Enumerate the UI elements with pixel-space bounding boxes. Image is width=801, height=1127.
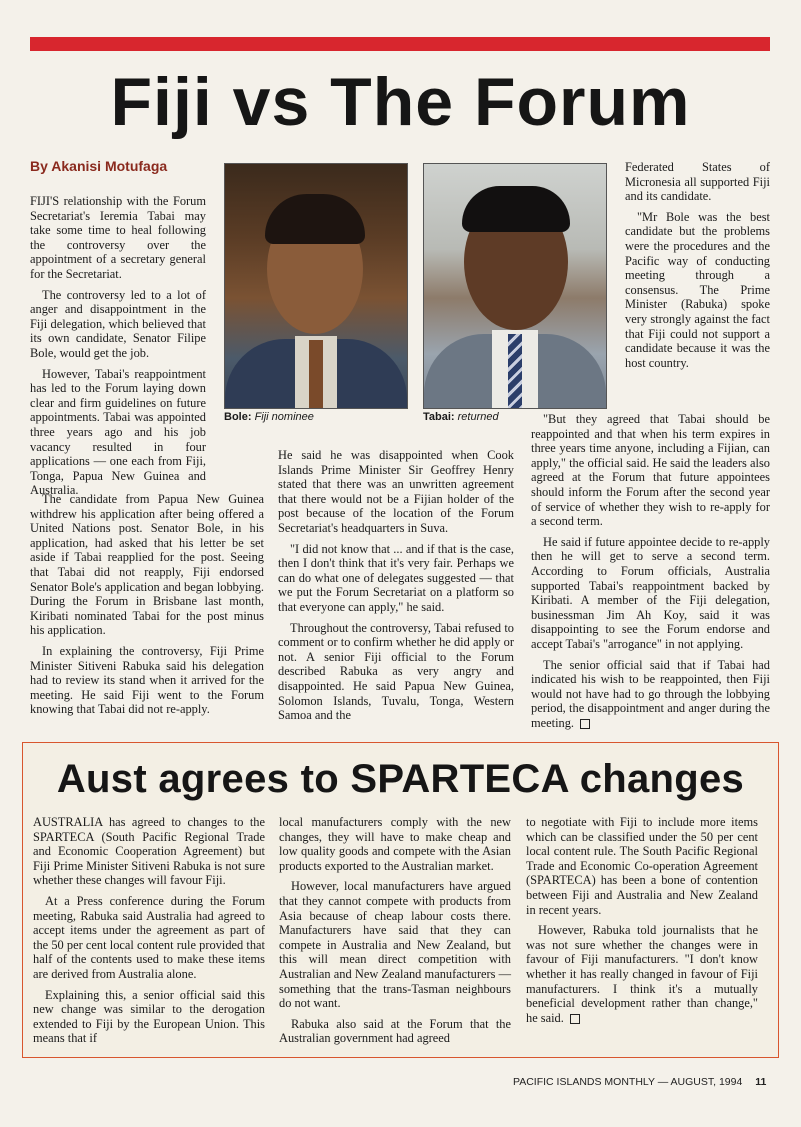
- caption-name: Bole:: [224, 411, 252, 423]
- end-mark-icon: [580, 719, 590, 729]
- article-column-1-lower: [30, 492, 264, 723]
- sidebar-column-2: [279, 815, 511, 1052]
- caption-desc: returned: [457, 411, 499, 423]
- caption-tabai: [423, 411, 499, 423]
- paragraph: "Mr Bole was the best candidate but the problems were the procedures and the Pacific way of conducting meeting through a consensus. The Prime Minister (Rabuka) spoke very strongly against the fact that Fiji could not support a candidate because it was the host country.: [625, 209, 770, 370]
- paragraph: AUSTRALIA has agreed to changes to the SPARTECA (South Pacific Regional Trade and Economic Cooperation Agreement) but Fiji Prime Minister Sitiveni Rabuka is not sure whether these changes will favour Fiji.: [33, 815, 265, 888]
- paragraph: Federated States of Micronesia all supported Fiji and its candidate.: [625, 160, 770, 204]
- top-accent-bar: [30, 37, 770, 51]
- paragraph: [531, 658, 770, 731]
- paragraph: Rabuka also said at the Forum that the Australian government had agreed: [279, 1016, 511, 1046]
- byline: By Akanisi Motufaga: [30, 158, 168, 174]
- sidebar-box: [22, 742, 779, 1058]
- paragraph: to negotiate with Fiji to include more items which can be classified under the 50 per cent local content rule. The South Pacific Regional Trade and Economic Co-operation Agreement (SPARTECA) has been a bone of contention between Fiji and Australia and New Zealand in recent years.: [526, 815, 758, 917]
- paragraph: "I did not know that ... and if that is the case, then I don't think that it's very fair. Perhaps we can do what one of delegates suggested — that we put the Forum Secretariat on a platform so that everyone can apply," he said.: [278, 541, 514, 614]
- paragraph: However, local manufacturers have argued that they cannot compete with products from Asia because of cheap labour costs there. Manufacturers have said that they can compete in Australia and New Zealand, but this will mean direct competition with Australian and New Zealand manufacturers — something that the trans-Tasman neighbours do not want.: [279, 879, 511, 1011]
- paragraph: Throughout the controversy, Tabai refused to comment or to confirm whether he did apply or not. A senior Fiji official to the Forum described Rabuka as very angry and disappointed. He said Papua New Guinea, Solomon Islands, Tuvalu, Tonga, Western Samoa and the: [278, 620, 514, 723]
- paragraph: He said if future appointee decide to re-apply then he will get to serve a second term. According to Forum officials, Australia supported Tabai's reappointment backed by Kiribati. A member of the Fiji delegation, businessman Jim Ah Koy, said it was disappointing to see the Forum endorse and accept Tabai's "arrogance" in not applying.: [531, 534, 770, 651]
- photo-bole: [224, 163, 408, 409]
- article-column-1: [30, 194, 206, 504]
- sidebar-column-3: [526, 815, 758, 1031]
- paragraph: In explaining the controversy, Fiji Prime Minister Sitiveni Rabuka said his delegation had to review its stand when it arrived for the meeting. He said Fiji went to the Forum knowing that Tabai did not re-apply.: [30, 643, 264, 717]
- publication-name: PACIFIC ISLANDS MONTHLY — AUGUST, 1994: [513, 1076, 743, 1088]
- sidebar-headline: Aust agrees to SPARTECA changes: [56, 757, 745, 801]
- page-footer: [513, 1076, 766, 1088]
- article-column-3: [625, 160, 770, 376]
- paragraph: "But they agreed that Tabai should be reappointed and that when his term expires in three years time anyone, including a Fijian, can apply," the official said. He said the leaders also agreed at the Forum that future appointees should inform the Forum after the second year of service of whether they wish to re-apply for a second term.: [531, 412, 770, 529]
- caption-desc: Fiji nominee: [254, 411, 314, 423]
- caption-name: Tabai:: [423, 411, 455, 423]
- paragraph: He said he was disappointed when Cook Islands Prime Minister Sir Geoffrey Henry stated that there was an unwritten agreement that there would not be a Fijian holder of the post because of the location of the Forum Secretariat's headquarters in Suva.: [278, 448, 514, 535]
- paragraph-text: The senior official said that if Tabai had indicated his wish to be reappointed, then Fiji would not have had to go through the lobbying period, the disappointment and anger during the meeting.: [531, 657, 770, 730]
- paragraph: local manufacturers comply with the new changes, they will have to make cheap and low quality goods and compete with the Asian products exported to the Australian market.: [279, 815, 511, 873]
- photo-tabai: [423, 163, 607, 409]
- paragraph: At a Press conference during the Forum meeting, Rabuka said Australia had agreed to accept items under the agreement as part of the 50 per cent local content rule provided that half of the contents used to make these items are derived from Australia alone.: [33, 893, 265, 981]
- paragraph: The controversy led to a lot of anger and disappointment in the Fiji delegation, which believed that its own candidate, Senator Filipe Bole, would get the job.: [30, 287, 206, 360]
- paragraph: However, Tabai's reappointment has led to the Forum laying down clear and firm guidelines on future appointments. Tabai was appointed three years ago and his job vacancy resulted in four applications — one each from Fiji, Tonga, Papua New Guinea and Australia.: [30, 366, 206, 498]
- caption-bole: [224, 411, 314, 423]
- sidebar-column-1: [33, 815, 265, 1052]
- article-column-2: [278, 448, 514, 729]
- paragraph: The candidate from Papua New Guinea withdrew his application after being offered a United Nations post. Senator Bole, in his application, had asked that his letter be set aside if Tabai reapplied for the post. Seeing that Tabai did not reapply, Fiji endorsed Senator Bole's application and began lobbying. During the Forum in Brisbane last month, Kiribati nominated Tabai for the post minus his application.: [30, 492, 264, 638]
- paragraph: FIJI'S relationship with the Forum Secretariat's Ieremia Tabai may take some time to heal following the controversy over the appointment of a secretary general for the Secretariat.: [30, 194, 206, 281]
- page-number: 11: [755, 1076, 767, 1088]
- paragraph: Explaining this, a senior official said this new change was similar to the derogation extended to Fiji by the European Union. This means that if: [33, 987, 265, 1046]
- paragraph: [526, 923, 758, 1025]
- article-column-3-lower: [531, 412, 770, 736]
- paragraph-text: However, Rabuka told journalists that he was not sure whether the changes were in favour of Fiji manufacturers. "I don't know whether it has really changed in favour of Fiji manufacturers. I think it's a mutually beneficial development rather than change," he said.: [526, 923, 758, 1025]
- end-mark-icon: [570, 1014, 580, 1024]
- article-headline: Fiji vs The Forum: [110, 64, 691, 140]
